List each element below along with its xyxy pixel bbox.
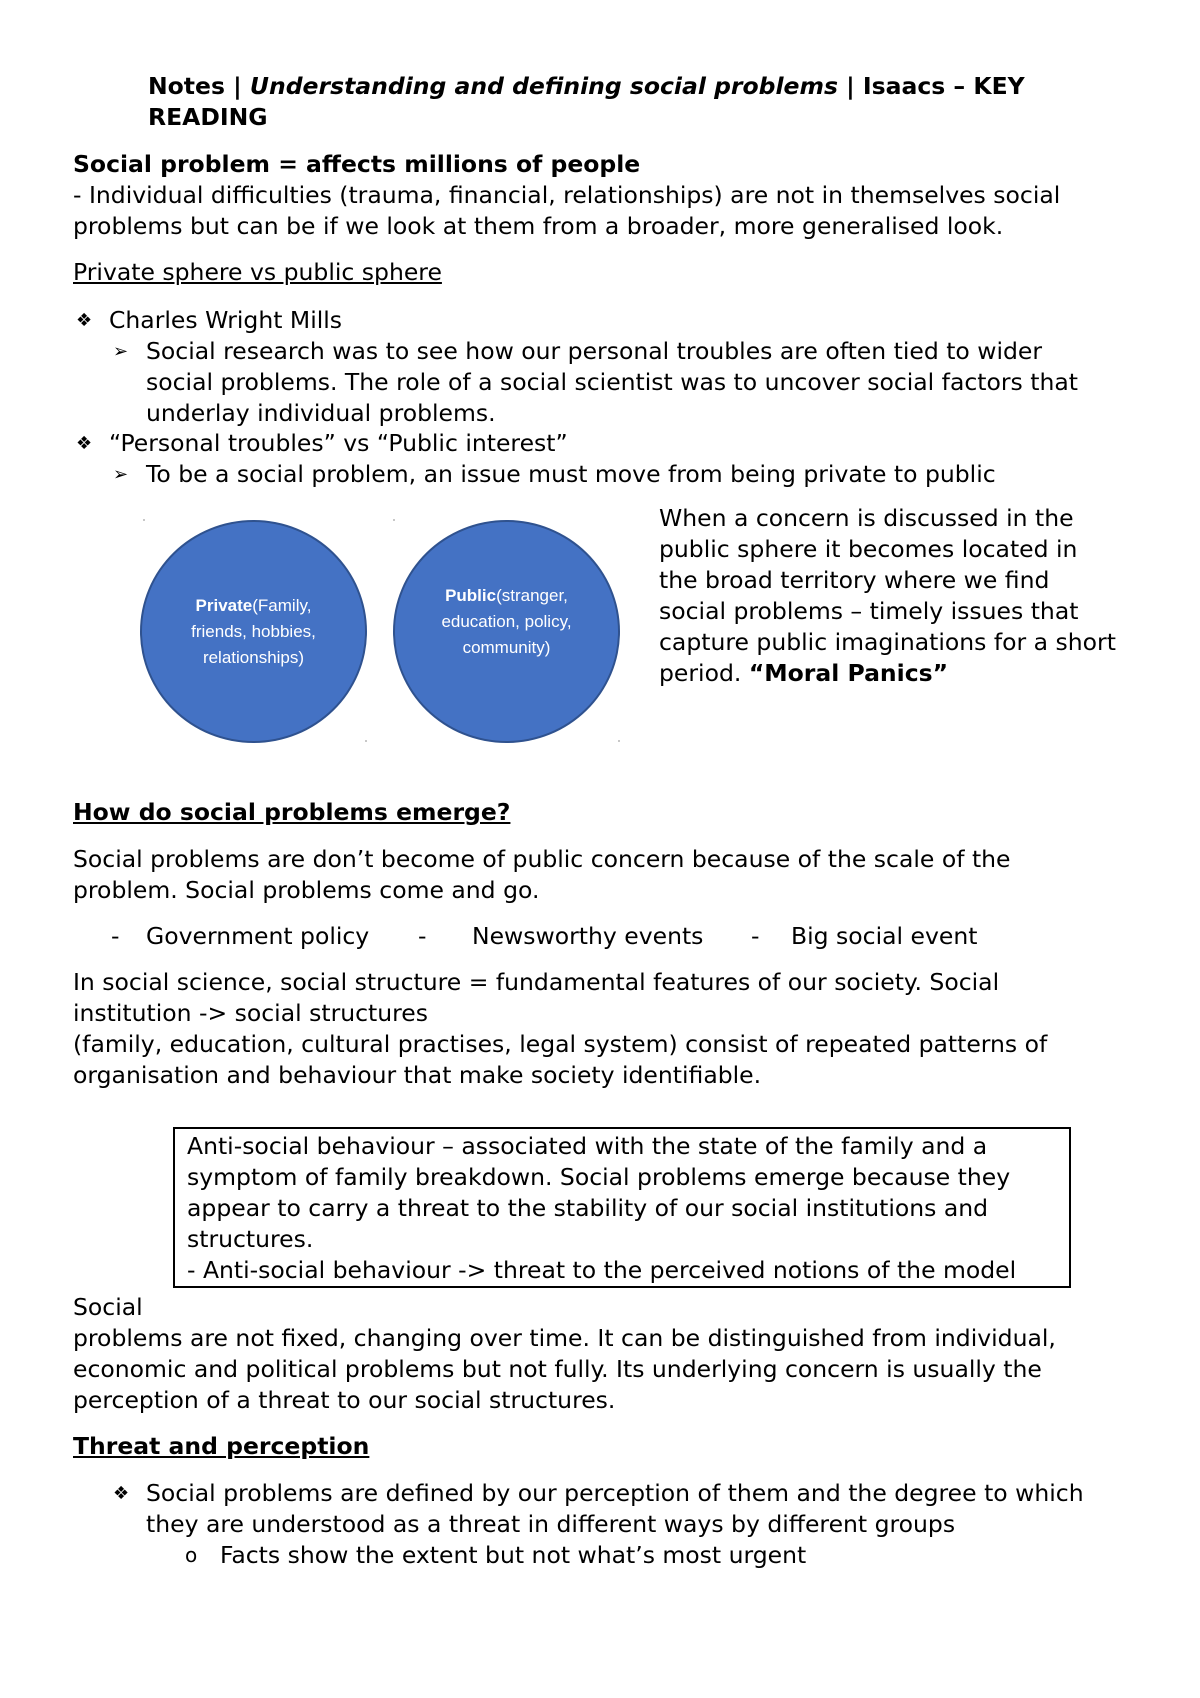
moral-panics-emphasis: “Moral Panics”	[748, 659, 949, 687]
emerge-paragraph-line: Social problems are don’t become of public concern because of the scale of the	[73, 845, 1011, 873]
bullet-item: “Personal troubles” vs “Public interest”	[109, 429, 568, 457]
diamond-bullet-icon: ❖	[76, 310, 93, 331]
title-prefix: Notes |	[148, 72, 250, 100]
threat-heading: Threat and perception	[73, 1432, 370, 1460]
document-title	[148, 71, 1025, 102]
paragraph-line: Social	[73, 1293, 143, 1321]
note-box-line: Anti-social behaviour – associated with the state of the family and a	[187, 1132, 988, 1160]
concern-line: social problems – timely issues that	[659, 597, 1079, 625]
private-circle-label	[169, 593, 339, 671]
circle-bullet-icon: o	[185, 1543, 198, 1567]
definition-line: problems but can be if we look at them from a broader, more generalised look.	[73, 212, 1004, 240]
note-box-line: symptom of family breakdown. Social problems emerge because they	[187, 1163, 1011, 1191]
document-title-line2: READING	[148, 103, 268, 131]
sub-bullet-item: Social research was to see how our personal troubles are often tied to wider	[146, 337, 1043, 365]
private-circle-detail: (Family, friends, hobbies, relationships)	[191, 595, 316, 667]
note-box-line: appear to carry a threat to the stability of our social institutions and	[187, 1194, 989, 1222]
public-circle-detail: (stranger, education, policy, community)	[441, 585, 572, 657]
emerge-paragraph-line: problem. Social problems come and go.	[73, 876, 540, 904]
emerge-paragraph-line: institution -> social structures	[73, 999, 429, 1027]
dash-bullet: -	[418, 922, 427, 950]
concern-line: public sphere it becomes located in	[659, 535, 1078, 563]
title-italic: Understanding and defining social problems	[249, 72, 838, 100]
diagram-handle	[393, 519, 395, 521]
diagram-handle	[618, 740, 620, 742]
bullet-item: Charles Wright Mills	[109, 306, 343, 334]
note-box-line: structures.	[187, 1225, 314, 1253]
emerge-paragraph-line: (family, education, cultural practises, legal system) consist of repeated patterns of	[73, 1030, 1048, 1058]
arrow-bullet-icon: ➢	[113, 341, 129, 362]
sub-bullet-item: social problems. The role of a social scientist was to uncover social factors that	[146, 368, 1078, 396]
bullet-item: Social problems are defined by our perception of them and the degree to which	[146, 1479, 1084, 1507]
concern-text: period.	[659, 659, 749, 687]
public-circle	[393, 520, 620, 743]
note-box-line: - Anti-social behaviour -> threat to the perceived notions of the model	[187, 1256, 1017, 1284]
definition-line: - Individual difficulties (trauma, financial, relationships) are not in themselves social	[73, 181, 1061, 209]
diamond-bullet-icon: ❖	[113, 1483, 130, 1504]
paragraph-line: perception of a threat to our social structures.	[73, 1386, 616, 1414]
concern-line: When a concern is discussed in the	[659, 504, 1074, 532]
public-circle-title: Public	[445, 585, 497, 605]
private-circle	[140, 520, 367, 743]
emerge-heading: How do social problems emerge?	[73, 798, 511, 826]
emerge-paragraph-line: organisation and behaviour that make society identifiable.	[73, 1061, 762, 1089]
sub-bullet-item: To be a social problem, an issue must move from being private to public	[146, 460, 996, 488]
diamond-bullet-icon: ❖	[76, 433, 93, 454]
diagram-handle	[365, 740, 367, 742]
diagram-handle	[143, 519, 145, 521]
sub-bullet-item: underlay individual problems.	[146, 399, 496, 427]
concern-line: the broad territory where we find	[659, 566, 1050, 594]
concern-line	[659, 658, 948, 689]
concern-line: capture public imaginations for a short	[659, 628, 1116, 656]
emerge-paragraph-line: In social science, social structure = fundamental features of our society. Social	[73, 968, 1000, 996]
arrow-bullet-icon: ➢	[113, 464, 129, 485]
private-public-heading: Private sphere vs public sphere	[73, 258, 442, 286]
dash-bullet: -	[111, 922, 120, 950]
paragraph-line: problems are not fixed, changing over time. It can be distinguished from individual,	[73, 1324, 1056, 1352]
dash-item: Big social event	[791, 922, 978, 950]
dash-item: Newsworthy events	[472, 922, 704, 950]
sub-bullet-item: Facts show the extent but not what’s most urgent	[220, 1541, 807, 1569]
definition-heading: Social problem = affects millions of people	[73, 150, 641, 178]
private-circle-title: Private	[195, 595, 253, 615]
dash-item: Government policy	[146, 922, 370, 950]
title-suffix: | Isaacs – KEY	[837, 72, 1025, 100]
public-circle-label	[422, 583, 592, 661]
paragraph-line: economic and political problems but not fully. Its underlying concern is usually the	[73, 1355, 1042, 1383]
bullet-item: they are understood as a threat in different ways by different groups	[146, 1510, 956, 1538]
dash-bullet: -	[751, 922, 760, 950]
